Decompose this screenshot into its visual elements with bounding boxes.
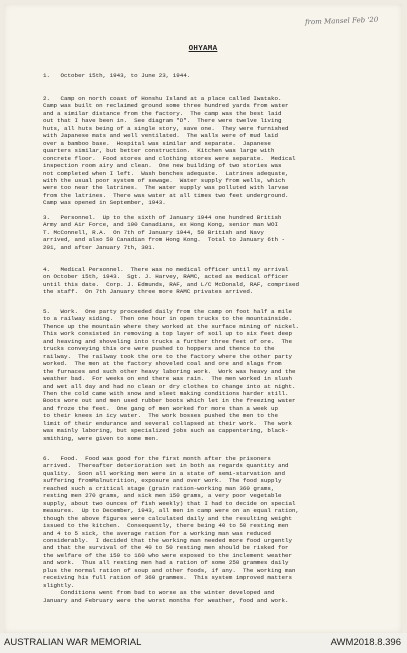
section-1-dates: 1. October 15th, 1943, to June 23, 1944.	[43, 72, 191, 79]
section-2-camp: 2. Camp on north coast of Honshu Island at a place called Iwatako. Camp was built on reclaimed ground some three hundred yards from water and a similar distance from the factory. The camp was the best laid out that I have been in. See diagram "D". There were twelve living huts, all huts being of a single story, save one. They were furnished with Japanese mats and well ventilated. The walls were of mud laid over a bamboo base. Hospital was similar and separate. Japanese quarters similar, but better construction. Kitchen was large with concrete floor. Food stores and clothing stores were separate. Medical inspection room airy and clean. One new building of two stories was not completed when I left. Wash benches adequate. Latrines adequate, with the usual poor system of sewage. Water supply from wells, which were too near the latrines. The water supply was polluted with larvae from the latrines. There was water at all times two feet underground. Camp was opened in September, 1943.	[43, 95, 296, 207]
archive-footer	[0, 633, 407, 653]
section-6-food: 6. Food. Food was good for the first month after the prisoners arrived. Thereafter deterioration set in both as regards quantity and quality. Soon all working men were in a state of semi-starvation and suffering fromMalnutrition, exposure and over work. The food supply reached such a critical stage (grain ration-working man 360 grams, resting men 270 grams, and sick men 150 grams, a very poor vegetable supply, about two ounces of fish weekly) that I had to decide on special measures. Up to December, 1943, all men in camp were on an equal ration, though the above figures were calculated daily and the resulting weight issued to the kitchen. Consequently, there being 40 to 50 resting men and 4 to 5 sick, the average ration for a working man was reduced considerably. I decided that the working man needed more food urgently and that the survival of the 40 to 50 resting men should be risked for the welfare of the 150 to 160 who were exposed to the inclement weather and work. Thus all resting men had a ration of some 250 grammes daily plus the normal ration of soup and other foods, if any. The working man receiving his full ration of 360 grammes. This system improved matters slightly. Conditions went from bad to worse as the winter developed and January and February were the worst months for weather, food and work.	[43, 455, 299, 604]
section-5-work: 5. Work. One party proceeded daily from the camp on foot half a mile to a railway siding. Then one hour in open trucks to the mountainside. Thence up the mountain where they worked at the surface mining of nickel. This work consisted in removing a top layer of soil up to six feet deep and heaving and shoveling into trucks a further three feet of ore. The trucks conveying this ore were pushed to hoppers and thence to the railway. The railway took the ore to the factory where the other party worked. The men at the factory shoveled coal and ore and slags from the furnaces and such other heavy laboring work. Work was heavy and the weather bad. For weeks on end there was rain. The men worked in slush and wet all day and had no clean or dry clothes to change into at night. Then the cold came with snow and sleet making conditions harder still. Boots wore out and men used rubber boots which let in the freezing water and froze the feet. One gang of men worked for more than a week up to their knees in icy water. The work bosses pushed the men to the limit of their endurance and several collapsed at their work. The work was mainly laboring, but specialized jobs such as cappentering, black- smithing, were given to some men.	[43, 308, 299, 442]
institution-name: AUSTRALIAN WAR MEMORIAL	[4, 637, 142, 648]
section-4-medical-personnel: 4. Medical Personnel. There was no medical officer until my arrival on October 15th, 1943. Sgt. J. Harvey, RAMC, acted as medical officer until this date. Corp. J. Edmunds, RAF, and L/C McDonald, RAF, comprised the staff. On 7th January three more RAMC privates arrived.	[43, 266, 299, 296]
section-3-personnel: 3. Personnel. Up to the sixth of January 1944 one hundred British Army and Air Force, and 100 Canadians, ex Hong Kong, senior man WOI T. McConnell, R.A. On 7th of January 1944, 50 British and Navy arrived, and also 50 Canadian from Hong Kong. Total to January 6th - 201, and after January 7th, 301.	[43, 214, 285, 251]
document-page	[4, 4, 402, 633]
handwritten-annotation: from Mansel Feb '20	[304, 15, 379, 27]
reference-number: AWM2018.8.396	[330, 637, 401, 648]
document-title: OHYAMA	[188, 45, 218, 53]
